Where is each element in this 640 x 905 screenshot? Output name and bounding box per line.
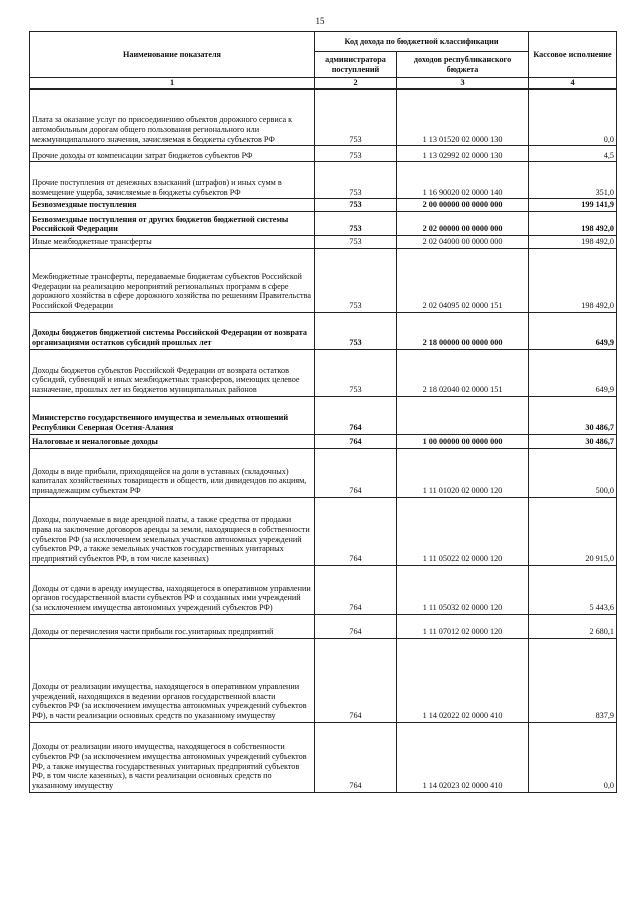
row-admin-code: 764 <box>315 396 397 434</box>
row-revenue-code <box>397 396 529 434</box>
table-row <box>30 162 617 199</box>
row-admin-code: 764 <box>315 614 397 638</box>
column-number: 2 <box>315 78 397 89</box>
row-revenue-code: 2 02 04000 00 0000 000 <box>397 235 529 248</box>
row-revenue-code: 1 11 05032 02 0000 120 <box>397 565 529 614</box>
row-sum: 198 492,0 <box>529 248 617 312</box>
row-sum: 198 492,0 <box>529 235 617 248</box>
row-sum: 4,5 <box>529 146 617 162</box>
row-admin-code: 753 <box>315 248 397 312</box>
table-row <box>30 614 617 638</box>
row-name: Межбюджетные трансферты, передаваемые бюджетам субъектов Российской Федерации на реализацию мероприятий региональных программ в сфере дорожного хозяйства в сфере дорожного хозяйства по решениям Правительства Российской Федерации <box>30 248 315 312</box>
table-row <box>30 235 617 248</box>
row-revenue-code: 1 14 02023 02 0000 410 <box>397 722 529 792</box>
row-revenue-code: 1 13 02992 02 0000 130 <box>397 146 529 162</box>
row-sum: 649,9 <box>529 349 617 396</box>
row-name: Прочие поступления от денежных взысканий (штрафов) и иных сумм в возмещение ущерба, зачисляемые в бюджеты субъектов РФ <box>30 162 315 199</box>
row-admin-code: 764 <box>315 638 397 722</box>
row-admin-code: 764 <box>315 722 397 792</box>
header-sum: Кассовое исполнение <box>529 32 617 78</box>
table-row <box>30 349 617 396</box>
row-name: Доходы от сдачи в аренду имущества, находящегося в оперативном управлении органов государственной власти субъектов РФ и созданных ими учреждений (за исключением имущества автономных учреждений субъектов РФ) <box>30 565 315 614</box>
column-number: 4 <box>529 78 617 89</box>
row-revenue-code: 2 00 00000 00 0000 000 <box>397 199 529 212</box>
revenue-table <box>29 31 617 793</box>
row-name: Безвозмездные поступления <box>30 199 315 212</box>
row-admin-code: 753 <box>315 162 397 199</box>
table-row <box>30 722 617 792</box>
row-admin-code: 764 <box>315 497 397 565</box>
row-revenue-code: 2 02 00000 00 0000 000 <box>397 211 529 235</box>
column-number: 3 <box>397 78 529 89</box>
header-admin: администратора поступлений <box>315 52 397 78</box>
row-revenue-code: 1 11 01020 02 0000 120 <box>397 448 529 497</box>
row-revenue-code: 1 13 01520 02 0000 130 <box>397 89 529 146</box>
row-revenue-code: 1 11 05022 02 0000 120 <box>397 497 529 565</box>
row-sum: 30 486,7 <box>529 434 617 448</box>
table-row <box>30 396 617 434</box>
row-sum: 2 680,1 <box>529 614 617 638</box>
row-sum: 837,9 <box>529 638 617 722</box>
row-revenue-code: 2 18 00000 00 0000 000 <box>397 312 529 349</box>
row-admin-code: 753 <box>315 146 397 162</box>
table-row <box>30 312 617 349</box>
row-admin-code: 753 <box>315 312 397 349</box>
row-name: Доходы бюджетов субъектов Российской Федерации от возврата остатков субсидий, субвенций и иных межбюджетных трансферов, имеющих целевое назначение, прошлых лет из бюджетов муниципальных районов <box>30 349 315 396</box>
table-row <box>30 638 617 722</box>
table-row <box>30 89 617 146</box>
row-name: Плата за оказание услуг по присоединению объектов дорожного сервиса к автомобильным дорогам общего пользования регионального или межмуниципального значения, зачисляемая в бюджеты субъектов РФ <box>30 89 315 146</box>
row-revenue-code: 2 02 04095 02 0000 151 <box>397 248 529 312</box>
row-revenue-code: 1 11 07012 02 0000 120 <box>397 614 529 638</box>
column-numbers-row <box>30 78 617 89</box>
row-name: Доходы в виде прибыли, приходящейся на доли в уставных (складочных) капиталах хозяйственных товариществ и обществ, или дивидендов по акциям, принадлежащим субъектам РФ <box>30 448 315 497</box>
row-sum: 500,0 <box>529 448 617 497</box>
row-admin-code: 753 <box>315 235 397 248</box>
row-sum: 351,0 <box>529 162 617 199</box>
row-sum: 5 443,6 <box>529 565 617 614</box>
row-sum: 198 492,0 <box>529 211 617 235</box>
row-name: Налоговые и неналоговые доходы <box>30 434 315 448</box>
row-sum: 649,9 <box>529 312 617 349</box>
table-row <box>30 211 617 235</box>
row-name: Министерство государственного имущества и земельных отношений Республики Северная Осетия-Алания <box>30 396 315 434</box>
page-number: 15 <box>315 16 325 26</box>
row-sum: 0,0 <box>529 722 617 792</box>
table-row <box>30 146 617 162</box>
row-sum: 30 486,7 <box>529 396 617 434</box>
row-sum: 20 915,0 <box>529 497 617 565</box>
row-name: Безвозмездные поступления от других бюджетов бюджетной системы Российской Федерации <box>30 211 315 235</box>
table-row <box>30 248 617 312</box>
row-revenue-code: 1 14 02022 02 0000 410 <box>397 638 529 722</box>
header-name: Наименование показателя <box>30 32 315 78</box>
row-revenue-code: 1 00 00000 00 0000 000 <box>397 434 529 448</box>
row-name: Иные межбюджетные трансферты <box>30 235 315 248</box>
row-name: Доходы, получаемые в виде арендной платы, а также средства от продажи права на заключение договоров аренды за земли, находящиеся в собственности субъектов РФ (за исключением земельных участков автономных учреждений субъектов РФ, а также земельных участков государственных унитарных предприятий субъектов РФ, в том числе казенных) <box>30 497 315 565</box>
row-admin-code: 764 <box>315 434 397 448</box>
row-admin-code: 753 <box>315 89 397 146</box>
table-row <box>30 199 617 212</box>
table-row <box>30 565 617 614</box>
row-sum: 199 141,9 <box>529 199 617 212</box>
row-admin-code: 753 <box>315 199 397 212</box>
row-admin-code: 764 <box>315 448 397 497</box>
row-admin-code: 753 <box>315 349 397 396</box>
row-name: Прочие доходы от компенсации затрат бюджетов субъектов РФ <box>30 146 315 162</box>
row-name: Доходы от реализации имущества, находящегося в оперативном управлении учреждений, находящихся в ведении органов государственной власти субъектов РФ (за исключением имущества автономных учреждений субъектов РФ), в части реализации основных средств по указанному имуществу <box>30 638 315 722</box>
column-number: 1 <box>30 78 315 89</box>
row-admin-code: 764 <box>315 565 397 614</box>
row-revenue-code: 2 18 02040 02 0000 151 <box>397 349 529 396</box>
row-name: Доходы бюджетов бюджетной системы Российской Федерации от возврата организациями остатков субсидий прошлых лет <box>30 312 315 349</box>
row-revenue-code: 1 16 90020 02 0000 140 <box>397 162 529 199</box>
header-code-group: Код дохода по бюджетной классификации <box>315 32 529 52</box>
row-name: Доходы от реализации иного имущества, находящегося в собственности субъектов РФ (за исключением имущества автономных учреждений субъектов РФ, а также имущества государственных унитарных предприятий субъектов РФ, в том числе казенных), в части реализации основных средств по указанному имуществу <box>30 722 315 792</box>
table-row <box>30 448 617 497</box>
row-name: Доходы от перечисления части прибыли гос.унитарных предприятий <box>30 614 315 638</box>
row-admin-code: 753 <box>315 211 397 235</box>
table-row <box>30 497 617 565</box>
header-code: доходов республиканского бюджета <box>397 52 529 78</box>
row-sum: 0,0 <box>529 89 617 146</box>
table-row <box>30 434 617 448</box>
